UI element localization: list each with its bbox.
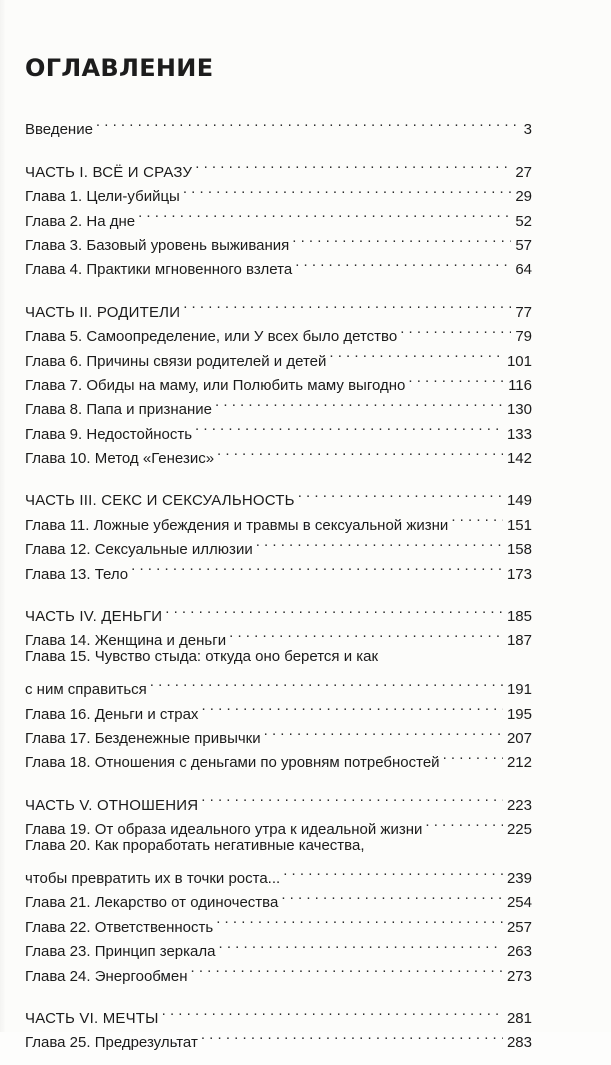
dot-leader <box>195 414 503 438</box>
toc-page-number: 239 <box>506 869 532 887</box>
toc-entry-label: Глава 8. Папа и признание <box>25 401 213 419</box>
dot-leader <box>216 907 503 931</box>
toc-page-number: 187 <box>506 632 532 650</box>
dot-leader <box>218 932 502 956</box>
toc-entry-label: Глава 6. Причины связи родителей и детей <box>25 352 327 370</box>
toc-page-number: 116 <box>508 376 532 394</box>
toc-page-number: 207 <box>506 729 532 747</box>
dot-leader <box>295 250 511 274</box>
dot-leader <box>183 292 511 316</box>
toc-entry-label: ЧАСТЬ VI. МЕЧТЫ <box>25 1009 159 1027</box>
toc-section <box>25 110 532 139</box>
toc-page-number: 101 <box>506 352 532 370</box>
toc-part-entry <box>25 785 532 814</box>
toc-entry-label: Глава 18. Отношения с деньгами по уровням потребностей <box>25 754 440 772</box>
toc-entry-label: Глава 23. Принцип зеркала <box>25 943 216 961</box>
toc-page-number: 77 <box>515 303 532 321</box>
dot-leader <box>329 341 503 365</box>
toc-entry-label: Глава 9. Недостойность <box>25 425 193 443</box>
dot-leader <box>281 883 503 907</box>
toc-entry-label: ЧАСТЬ II. РОДИТЕЛИ <box>25 303 181 321</box>
toc-entry-label: Глава 25. Предрезультат <box>25 1034 198 1052</box>
toc-entry-label: Глава 2. На дне <box>25 212 136 230</box>
toc-page-number: 225 <box>506 821 532 839</box>
toc-entry-label: чтобы превратить их в точки роста... <box>25 869 281 887</box>
toc-page-number: 57 <box>515 236 532 254</box>
toc-page-number: 3 <box>523 121 532 139</box>
toc-page-number: 254 <box>506 894 532 912</box>
toc-entry <box>25 645 532 669</box>
toc-section <box>25 597 532 772</box>
toc-entry-label: с ним справиться <box>25 681 147 699</box>
toc-entry-label: Глава 11. Ложные убеждения и травмы в сексуальной жизни <box>25 516 449 534</box>
dot-leader <box>183 177 511 201</box>
toc-entry <box>25 859 532 887</box>
dot-leader <box>190 956 502 980</box>
table-of-contents <box>25 110 532 1065</box>
toc-section <box>25 481 532 583</box>
toc-page-number: 64 <box>515 261 532 279</box>
toc-page-number: 27 <box>515 163 532 181</box>
dot-leader <box>195 152 511 176</box>
toc-section <box>25 152 532 279</box>
toc-page-number: 52 <box>515 212 532 230</box>
dot-leader <box>162 999 503 1023</box>
page-title: ОГЛАВЛЕНИЕ <box>25 54 214 82</box>
dot-leader <box>201 694 503 718</box>
toc-section <box>25 785 532 985</box>
dot-leader <box>201 785 503 809</box>
toc-page-number: 173 <box>506 565 532 583</box>
toc-page-number: 283 <box>506 1034 532 1052</box>
dot-leader <box>229 621 503 645</box>
toc-page-number: 185 <box>506 608 532 626</box>
toc-page-number: 151 <box>506 516 532 534</box>
toc-entry-label: Глава 10. Метод «Генезис» <box>25 450 215 468</box>
toc-entry <box>25 110 532 139</box>
toc-page-number: 130 <box>506 401 532 419</box>
toc-part-entry <box>25 597 532 626</box>
dot-leader <box>150 670 503 694</box>
toc-part-entry <box>25 481 532 510</box>
dot-leader <box>283 859 503 883</box>
toc-section <box>25 999 532 1052</box>
toc-entry-label: ЧАСТЬ V. ОТНОШЕНИЯ <box>25 796 199 814</box>
toc-section <box>25 292 532 468</box>
dot-leader <box>264 719 503 743</box>
dot-leader <box>298 481 503 505</box>
toc-page-number: 257 <box>506 918 532 936</box>
toc-entry-label: Введение <box>25 121 93 139</box>
dot-leader <box>201 1023 503 1047</box>
toc-entry-label: Глава 21. Лекарство от одиночества <box>25 894 279 912</box>
toc-entry-label: Глава 17. Безденежные привычки <box>25 729 261 747</box>
toc-page-number: 223 <box>506 796 532 814</box>
dot-leader <box>451 505 503 529</box>
dot-leader <box>131 554 503 578</box>
dot-leader <box>215 390 503 414</box>
dot-leader <box>256 530 503 554</box>
dot-leader <box>138 201 511 225</box>
toc-entry-label: Глава 14. Женщина и деньги <box>25 632 227 650</box>
toc-entry-label: Глава 16. Деньги и страх <box>25 705 199 723</box>
toc-page-number: 133 <box>506 425 532 443</box>
toc-entry-label: ЧАСТЬ IV. ДЕНЬГИ <box>25 608 163 626</box>
toc-page-number: 195 <box>506 705 532 723</box>
toc-entry-label: Глава 19. От образа идеального утра к идеальной жизни <box>25 821 423 839</box>
toc-part-entry <box>25 152 532 181</box>
toc-entry-label: Глава 24. Энергообмен <box>25 967 188 985</box>
toc-entry-label: Глава 3. Базовый уровень выживания <box>25 236 290 254</box>
toc-entry-label: Глава 12. Сексуальные иллюзии <box>25 541 253 559</box>
toc-entry-label: Глава 22. Ответственность <box>25 918 214 936</box>
toc-entry-label: Глава 20. Как проработать негативные качества, <box>25 837 365 855</box>
dot-leader <box>443 743 503 767</box>
toc-entry-label: Глава 5. Самоопределение, или У всех было детство <box>25 328 398 346</box>
dot-leader <box>400 317 511 341</box>
toc-entry-label: ЧАСТЬ I. ВСЁ И СРАЗУ <box>25 163 193 181</box>
toc-part-entry <box>25 292 532 321</box>
toc-part-entry <box>25 999 532 1027</box>
dot-leader <box>217 439 503 463</box>
toc-entry <box>25 834 532 858</box>
toc-entry-label: Глава 1. Цели-убийцы <box>25 188 180 206</box>
toc-page-number: 191 <box>506 681 532 699</box>
toc-page-number: 142 <box>506 450 532 468</box>
toc-page-number: 149 <box>506 492 532 510</box>
toc-page-number: 281 <box>506 1009 532 1027</box>
dot-leader <box>165 597 503 621</box>
toc-page-number: 273 <box>506 967 532 985</box>
toc-page-number: 29 <box>515 188 532 206</box>
toc-entry-label: Глава 15. Чувство стыда: откуда оно берется и как <box>25 648 379 666</box>
dot-leader <box>96 110 520 134</box>
dot-leader <box>408 366 504 390</box>
toc-page-number: 212 <box>506 754 532 772</box>
toc-entry-label: ЧАСТЬ III. СЕКС И СЕКСУАЛЬНОСТЬ <box>25 492 295 510</box>
toc-page-number: 158 <box>506 541 532 559</box>
toc-page-number: 79 <box>515 328 532 346</box>
toc-entry <box>25 670 532 699</box>
toc-entry-label: Глава 4. Практики мгновенного взлета <box>25 261 293 279</box>
toc-entry-label: Глава 13. Тело <box>25 565 129 583</box>
dot-leader <box>425 810 503 834</box>
toc-page-number: 263 <box>506 943 532 961</box>
toc-entry-label: Глава 7. Обиды на маму, или Полюбить маму выгодно <box>25 376 406 394</box>
dot-leader <box>292 226 511 250</box>
